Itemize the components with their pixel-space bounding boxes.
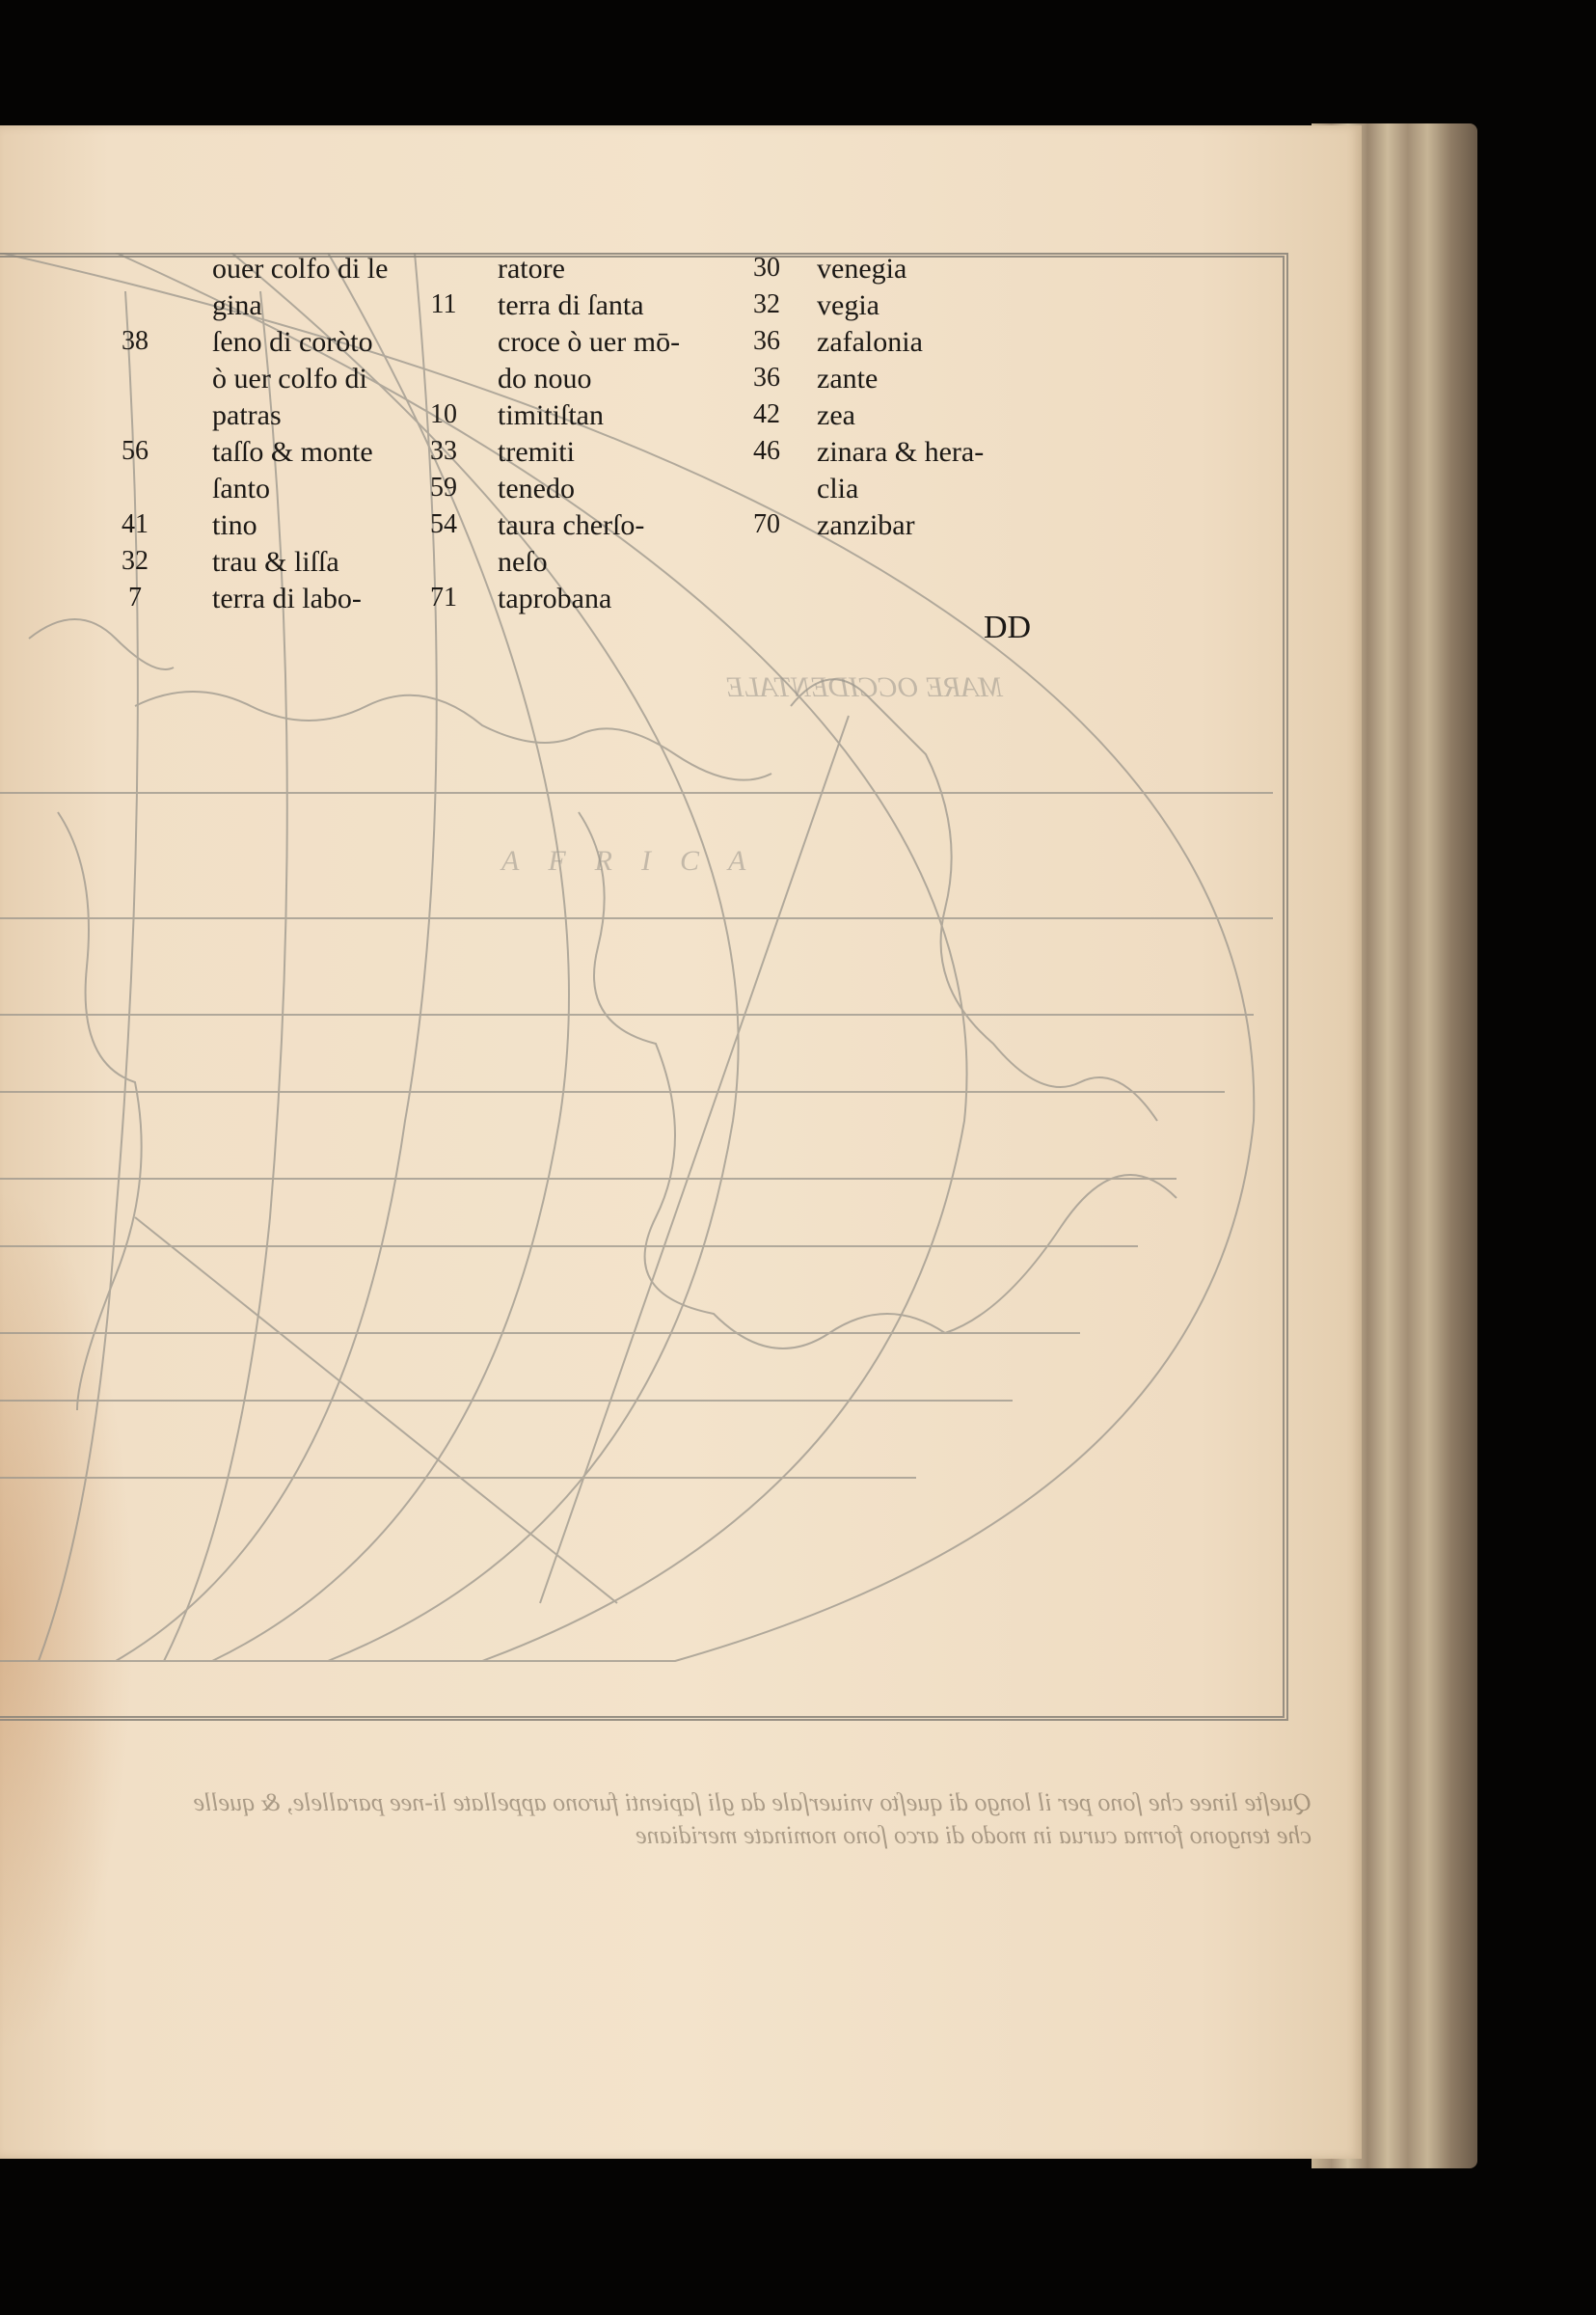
index-number: 30 <box>753 253 780 283</box>
index-number: 10 <box>430 399 457 429</box>
index-entry: zante <box>817 363 879 395</box>
index-entry: ratore <box>498 253 565 285</box>
index-number: 71 <box>430 583 457 613</box>
index-number: 70 <box>753 509 780 539</box>
bleed-through-caption: Queſte linee che ſono per il longo di queſto vniuerſale da gli ſapienti furono appellate li-nee parallele, & quelle che tengono forma curua in modo di arco ſono nominate meridiane <box>193 1788 1312 1849</box>
svg-text:MARE OCCIDENTALE: MARE OCCIDENTALE <box>726 671 1003 703</box>
index-number: 36 <box>753 326 780 356</box>
index-number: 38 <box>122 326 149 356</box>
index-entry: tremiti <box>498 436 575 468</box>
signature-mark: DD <box>984 610 1032 645</box>
index-number: 32 <box>122 546 149 576</box>
index-entry: ò uer colfo di <box>212 363 367 395</box>
index-entry: vegia <box>817 289 879 321</box>
index-number: 33 <box>430 436 457 466</box>
index-entry: zanzibar <box>817 509 915 541</box>
index-entry: taura cherſo- <box>498 509 645 541</box>
place-name-index <box>0 0 1061 675</box>
index-entry: neſo <box>498 546 548 578</box>
index-number: 36 <box>753 363 780 393</box>
index-number: 41 <box>122 509 149 539</box>
index-entry: gina <box>212 289 262 321</box>
index-entry: zinara & hera- <box>817 436 985 468</box>
index-number: 59 <box>430 473 457 503</box>
index-entry: trau & liſſa <box>212 546 339 578</box>
index-entry: clia <box>817 473 859 504</box>
index-entry: timitiſtan <box>498 399 604 431</box>
index-number: 46 <box>753 436 780 466</box>
index-number: 32 <box>753 289 780 319</box>
index-entry: tenedo <box>498 473 575 504</box>
index-entry: ouer colfo di le <box>212 253 389 285</box>
index-number: 54 <box>430 509 457 539</box>
index-number: 11 <box>430 289 457 319</box>
index-entry: ſeno di coròto <box>212 326 373 358</box>
index-entry: zafalonia <box>817 326 923 358</box>
svg-text:AFRICA: AFRICA <box>501 845 775 877</box>
index-entry: do nouo <box>498 363 592 395</box>
index-entry: taprobana <box>498 583 612 614</box>
index-entry: venegia <box>817 253 907 285</box>
index-entry: terra di labo- <box>212 583 362 614</box>
index-number: 7 <box>128 583 142 613</box>
index-entry: patras <box>212 399 282 431</box>
index-entry: zea <box>817 399 855 431</box>
index-entry: taſſo & monte <box>212 436 373 468</box>
index-number: 42 <box>753 399 780 429</box>
index-entry: tino <box>212 509 257 541</box>
index-entry: ſanto <box>212 473 270 504</box>
index-entry: terra di ſanta <box>498 289 644 321</box>
index-entry: croce ò uer mō- <box>498 326 681 358</box>
index-number: 56 <box>122 436 149 466</box>
